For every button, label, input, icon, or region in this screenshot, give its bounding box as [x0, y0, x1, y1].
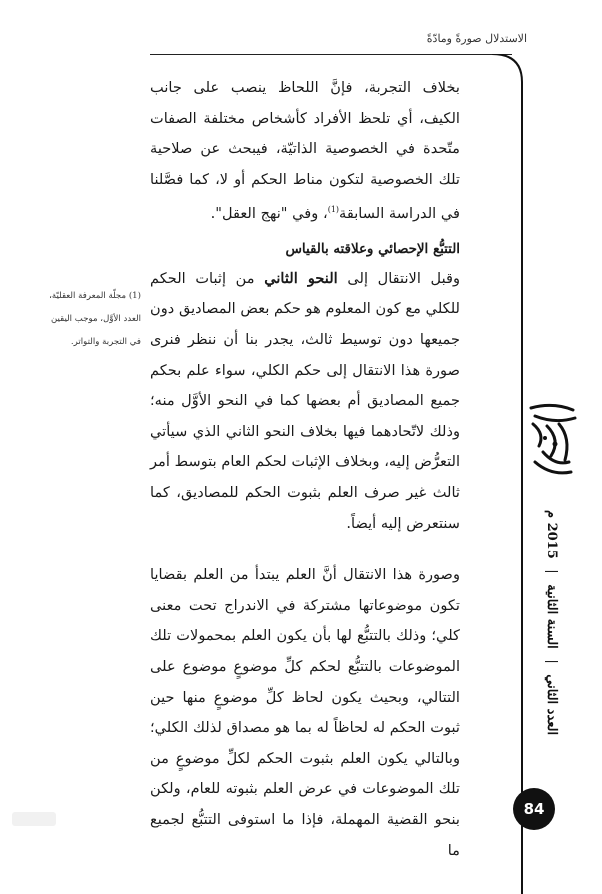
paragraph-1-text: بخلاف التجربة، فإنَّ اللحاظ ينصب على جانب الكيف، أي تلحظ الأفراد كأشخاص مختلفة الصفات متّحدة في الخصوصية الذاتيّة، فيبحث عن صلاحية تلك الخصوصية لتكون مناط الحكم أو لا، كما فصَّلنا في الدراسة السابقة [150, 79, 460, 223]
section-heading: التتبُّع الإحصائي وعلاقته بالقياس [285, 240, 460, 257]
footnote-line-1: (1) مجلّة المعرفة العقليّة، [49, 291, 141, 301]
paragraph-2 [150, 264, 460, 539]
paragraph-1 [150, 73, 460, 230]
scan-smudge [12, 812, 56, 826]
paragraph-2-emphasis: النحو الثاني [264, 269, 338, 287]
page-number-badge: 84 [513, 788, 555, 830]
paragraph-2-start: وقبل الانتقال إلى [337, 269, 461, 287]
issue-number: العدد الثاني [544, 674, 559, 736]
page-frame-curve [492, 54, 524, 894]
header-rule [150, 54, 512, 55]
issue-separator-1: | [544, 659, 559, 664]
paragraph-1-tail: ، وفي "نهج العقل". [210, 205, 328, 223]
issue-year-label: السنة الثانية [544, 584, 559, 649]
issue-info [531, 510, 559, 890]
issue-separator-2: | [544, 569, 559, 574]
footnote-line-3: في التجربة والتواتر. [70, 337, 141, 347]
footnote-line-2: العدد الأوَّل، موجب اليقين [50, 314, 141, 324]
footnote [29, 285, 141, 354]
journal-logo [525, 400, 581, 480]
running-header: الاستدلال صورةً ومادّةً [426, 32, 527, 45]
footnote-marker[interactable]: (1) [327, 205, 340, 215]
issue-date: 2015 م [544, 510, 559, 559]
article-body [150, 73, 460, 866]
paragraph-2-rest: من إثبات الحكم للكلي مع كون المعلوم هو حكم بعض المصاديق دون جميعها دون توسيط ثالث، يجدر بنا أن ننظر فنرى صورة هذا الانتقال إلى حكم الكلي، سواء علم بحكم جميع المصاديق أم بعضها كما في النحو الأوَّل منه؛ وذلك لاتّحادهما فيها بخلاف النحو الثاني الذي سيأتي التعرُّض إليه، وبخلاف الإثبات لحكم العام بتوسط أمر ثالث غير صرف العلم بثبوت الحكم للمصاديق، كما سنتعرض إليه أيضاً. [150, 269, 460, 532]
paragraph-3: وصورة هذا الانتقال أنَّ العلم يبتدأ من العلم بقضايا تكون موضوعاتها مشتركة في الاندراج تحت معنى كلي؛ وذلك بالتتبُّع لها بأن يكون العلم بمحمولات تلك الموضوعات بالتتبُّع لحكم كلِّ موضوعٍ موضوع على التتالي، وبحيث يكون لحاظ كلِّ موضوعٍ منها حين ثبوت الحكم له لحاظاً له بما هو مصداق لذلك الكلي؛ وبالتالي يكون العلم بثبوت الحكم لكلِّ موضوعٍ من تلك الموضوعات في عرض العلم بثبوته للعام، ولكن بنحو القضية المهملة، فإذا ما استوفى التتبُّع لجميع ما [150, 566, 460, 859]
